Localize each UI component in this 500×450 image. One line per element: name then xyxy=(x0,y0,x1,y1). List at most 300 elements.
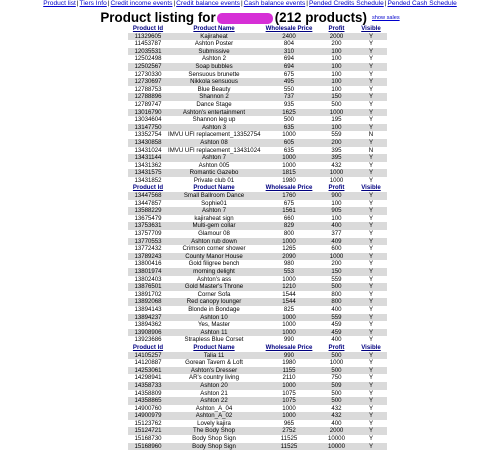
cell-product-id: 12788896 xyxy=(128,93,168,101)
cell-visible: Y xyxy=(355,101,387,109)
cell-wholesale-price: 990 xyxy=(260,336,318,344)
column-header-product-name[interactable]: Product Name xyxy=(193,25,235,32)
cell-visible: Y xyxy=(355,154,387,162)
cell-product-id: 14298941 xyxy=(128,374,168,382)
cell-visible: Y xyxy=(355,397,387,405)
cell-product-id: 13753631 xyxy=(128,222,168,230)
cell-profit: 500 xyxy=(318,283,355,291)
cell-wholesale-price: 990 xyxy=(260,352,318,360)
table-row xyxy=(128,33,387,41)
cell-visible: Y xyxy=(355,192,387,200)
cell-product-id: 13770553 xyxy=(128,238,168,246)
cell-product-name: Gorean Tavern & Loft xyxy=(168,359,260,367)
cell-visible: Y xyxy=(355,427,387,435)
table-row xyxy=(128,435,387,443)
table-row xyxy=(128,215,387,223)
nav-separator: | xyxy=(76,0,79,7)
cell-product-id: 13876501 xyxy=(128,283,168,291)
column-header-product-name[interactable]: Product Name xyxy=(193,343,235,351)
cell-profit: 800 xyxy=(318,298,355,306)
cell-product-id: 13431362 xyxy=(128,162,168,170)
title-product-count: (212 products) xyxy=(274,9,367,25)
table-row xyxy=(128,63,387,71)
table-row xyxy=(128,238,387,246)
column-header-profit[interactable]: Profit xyxy=(328,343,345,351)
cell-wholesale-price: 675 xyxy=(260,200,318,208)
column-header-profit[interactable]: Profit xyxy=(328,184,345,192)
cell-profit: 395 xyxy=(318,154,355,162)
cell-profit: 100 xyxy=(318,63,355,71)
cell-product-name: AR's country living xyxy=(168,374,260,382)
table-row xyxy=(128,306,387,314)
cell-wholesale-price: 829 xyxy=(260,222,318,230)
table-row xyxy=(128,131,387,139)
cell-profit: 459 xyxy=(318,329,355,337)
cell-profit: 559 xyxy=(318,131,355,139)
cell-visible: Y xyxy=(355,336,387,344)
cell-visible: Y xyxy=(355,283,387,291)
table-row xyxy=(128,412,387,420)
cell-visible: Y xyxy=(355,40,387,48)
column-header-product-id[interactable]: Product Id xyxy=(132,343,164,351)
cell-wholesale-price: 1544 xyxy=(260,291,318,299)
cell-product-name: Ashton 7 xyxy=(168,154,260,162)
cell-wholesale-price: 1000 xyxy=(260,329,318,337)
cell-visible: Y xyxy=(355,443,387,450)
column-header-wholesale-price[interactable]: Wholesale Price xyxy=(265,25,313,32)
cell-product-id: 13431852 xyxy=(128,177,168,185)
cell-profit: 600 xyxy=(318,245,355,253)
cell-product-name: Ashton 10 xyxy=(168,314,260,322)
cell-product-name: Ashton's ass xyxy=(168,276,260,284)
cell-profit: 905 xyxy=(318,207,355,215)
product-table-container xyxy=(128,25,387,450)
cell-product-id: 12730697 xyxy=(128,78,168,86)
cell-profit: 500 xyxy=(318,367,355,375)
cell-wholesale-price: 965 xyxy=(260,420,318,428)
cell-product-id: 13034604 xyxy=(128,116,168,124)
cell-product-name: Multi-gem collar xyxy=(168,222,260,230)
table-row xyxy=(128,283,387,291)
cell-visible: Y xyxy=(355,177,387,185)
redacted-seller-name xyxy=(217,13,273,24)
cell-visible: Y xyxy=(355,33,387,41)
cell-product-name: IMVU UFI replacement_13352754 xyxy=(168,131,261,139)
cell-wholesale-price: 1625 xyxy=(260,109,318,117)
cell-wholesale-price: 1000 xyxy=(260,405,318,413)
table-row xyxy=(128,192,387,200)
table-row xyxy=(128,222,387,230)
table-row xyxy=(128,109,387,117)
cell-profit: 100 xyxy=(318,48,355,56)
table-row xyxy=(128,374,387,382)
table-row xyxy=(128,78,387,86)
cell-wholesale-price: 935 xyxy=(260,101,318,109)
table-row xyxy=(128,207,387,215)
nav-link-tiers-info[interactable]: Tiers Info xyxy=(79,0,107,7)
table-row xyxy=(128,101,387,109)
cell-visible: Y xyxy=(355,298,387,306)
cell-product-name: Strapless Blue Corset xyxy=(168,336,260,344)
cell-wholesale-price: 635 xyxy=(260,147,318,155)
cell-wholesale-price: 694 xyxy=(260,63,318,71)
cell-product-name: Lovely kajira xyxy=(168,420,260,428)
nav-separator: | xyxy=(107,0,110,7)
cell-wholesale-price: 1000 xyxy=(260,162,318,170)
product-table xyxy=(128,25,387,450)
table-row xyxy=(128,116,387,124)
nav-link-product-list[interactable]: Product list xyxy=(43,0,76,7)
cell-wholesale-price: 2400 xyxy=(260,33,318,41)
cell-visible: Y xyxy=(355,207,387,215)
cell-visible: Y xyxy=(355,405,387,413)
column-header-product-id[interactable]: Product Id xyxy=(132,184,164,192)
table-row xyxy=(128,139,387,147)
cell-wholesale-price: 495 xyxy=(260,78,318,86)
cell-profit: 559 xyxy=(318,314,355,322)
table-row xyxy=(128,314,387,322)
cell-wholesale-price: 2090 xyxy=(260,253,318,261)
cell-profit: 1000 xyxy=(318,359,355,367)
cell-product-id: 13789243 xyxy=(128,253,168,261)
cell-visible: Y xyxy=(355,215,387,223)
cell-visible: Y xyxy=(355,412,387,420)
page-heading xyxy=(0,9,500,25)
cell-wholesale-price: 1210 xyxy=(260,283,318,291)
show-sales-link[interactable]: show sales xyxy=(371,14,400,21)
cell-profit: 500 xyxy=(318,397,355,405)
cell-product-id: 13908906 xyxy=(128,329,168,337)
cell-wholesale-price: 1000 xyxy=(260,131,318,139)
cell-product-name: Shannon leg up xyxy=(168,116,260,124)
cell-wholesale-price: 694 xyxy=(260,55,318,63)
column-header-wholesale-price[interactable]: Wholesale Price xyxy=(265,343,313,351)
table-row xyxy=(128,245,387,253)
table-row xyxy=(128,382,387,390)
cell-wholesale-price: 1980 xyxy=(260,177,318,185)
cell-product-name: Soap bubbles xyxy=(168,63,260,71)
cell-profit: 1000 xyxy=(318,109,355,117)
cell-wholesale-price: 1075 xyxy=(260,390,318,398)
cell-product-name: Ashton_A_02 xyxy=(168,412,260,420)
cell-wholesale-price: 553 xyxy=(260,268,318,276)
column-header-profit[interactable]: Profit xyxy=(328,25,345,32)
cell-visible: Y xyxy=(355,238,387,246)
cell-product-id: 15168730 xyxy=(128,435,168,443)
cell-visible: Y xyxy=(355,116,387,124)
cell-product-id: 13430858 xyxy=(128,139,168,147)
column-header-product-id[interactable]: Product Id xyxy=(132,25,164,32)
cell-wholesale-price: 11525 xyxy=(260,443,318,450)
cell-visible: Y xyxy=(355,420,387,428)
product-table-body xyxy=(128,25,387,450)
cell-product-id: 13894362 xyxy=(128,321,168,329)
cell-visible: Y xyxy=(355,245,387,253)
nav-link-credit-balance-events[interactable]: Credit balance events xyxy=(176,0,240,7)
cell-visible: Y xyxy=(355,329,387,337)
cell-product-id: 13675479 xyxy=(128,215,168,223)
cell-visible: Y xyxy=(355,291,387,299)
cell-product-name: Glamour 08 xyxy=(168,230,260,238)
cell-product-name: Dance Stage xyxy=(168,101,260,109)
cell-profit: 432 xyxy=(318,162,355,170)
cell-product-id: 11329605 xyxy=(128,33,168,41)
cell-product-id: 13891702 xyxy=(128,291,168,299)
cell-profit: 400 xyxy=(318,222,355,230)
cell-profit: 1000 xyxy=(318,169,355,177)
cell-product-name: Body Shop Sign xyxy=(168,435,260,443)
cell-profit: 100 xyxy=(318,55,355,63)
cell-product-id: 13772432 xyxy=(128,245,168,253)
cell-product-name: Ashton rub down xyxy=(168,238,260,246)
cell-profit: 459 xyxy=(318,321,355,329)
cell-product-name: Ashton 2 xyxy=(168,55,260,63)
cell-wholesale-price: 825 xyxy=(260,306,318,314)
cell-visible: Y xyxy=(355,109,387,117)
cell-wholesale-price: 1561 xyxy=(260,207,318,215)
cell-product-id: 14105257 xyxy=(128,352,168,360)
table-row xyxy=(128,154,387,162)
cell-profit: 10000 xyxy=(318,435,355,443)
cell-product-name: Sophie01 xyxy=(168,200,260,208)
cell-product-id: 13447568 xyxy=(128,192,168,200)
cell-product-name: Sensuous brunette xyxy=(168,71,260,79)
cell-wholesale-price: 1000 xyxy=(260,314,318,322)
table-row xyxy=(128,390,387,398)
cell-visible: Y xyxy=(355,367,387,375)
cell-product-name: Ashton_A_04 xyxy=(168,405,260,413)
cell-profit: 500 xyxy=(318,352,355,360)
cell-profit: 150 xyxy=(318,268,355,276)
cell-product-name: Ashton 22 xyxy=(168,397,260,405)
cell-product-id: 12788753 xyxy=(128,86,168,94)
cell-product-id: 13447857 xyxy=(128,200,168,208)
cell-product-name: Blue Beauty xyxy=(168,86,260,94)
cell-product-id: 13757709 xyxy=(128,230,168,238)
cell-product-name: Romantic Gazebo xyxy=(168,169,260,177)
table-row xyxy=(128,405,387,413)
cell-profit: 400 xyxy=(318,306,355,314)
cell-product-id: 13892068 xyxy=(128,298,168,306)
cell-product-name: Ashton Poster xyxy=(168,40,260,48)
cell-product-id: 13894237 xyxy=(128,314,168,322)
cell-wholesale-price: 11525 xyxy=(260,435,318,443)
cell-product-id: 13800416 xyxy=(128,260,168,268)
cell-product-id: 14358865 xyxy=(128,397,168,405)
cell-visible: Y xyxy=(355,268,387,276)
nav-link-pended-cash-schedule[interactable]: Pended Cash Schedule xyxy=(387,0,457,7)
table-header-row xyxy=(128,184,387,192)
nav-separator: | xyxy=(384,0,387,7)
cell-profit: 100 xyxy=(318,215,355,223)
cell-product-id: 12502498 xyxy=(128,55,168,63)
cell-product-name: Submissive xyxy=(168,48,260,56)
cell-product-name: Ashton 08 xyxy=(168,139,260,147)
cell-wholesale-price: 675 xyxy=(260,71,318,79)
table-header-row xyxy=(128,344,387,352)
cell-profit: 432 xyxy=(318,412,355,420)
cell-product-id: 14358733 xyxy=(128,382,168,390)
cell-product-id: 13588229 xyxy=(128,207,168,215)
cell-profit: 200 xyxy=(318,139,355,147)
cell-product-id: 15123762 xyxy=(128,420,168,428)
cell-product-id: 12502567 xyxy=(128,63,168,71)
cell-product-name: Red canopy lounger xyxy=(168,298,260,306)
cell-profit: 395 xyxy=(318,147,355,155)
cell-product-id: 13923686 xyxy=(128,336,168,344)
cell-product-name: Yes, Master xyxy=(168,321,260,329)
table-row xyxy=(128,86,387,94)
cell-product-name: morning delight xyxy=(168,268,260,276)
cell-profit: 500 xyxy=(318,101,355,109)
cell-visible: Y xyxy=(355,124,387,132)
table-row xyxy=(128,55,387,63)
cell-profit: 100 xyxy=(318,71,355,79)
cell-wholesale-price: 980 xyxy=(260,260,318,268)
column-header-visible[interactable]: Visible xyxy=(361,25,381,32)
cell-product-id: 13801974 xyxy=(128,268,168,276)
cell-visible: Y xyxy=(355,260,387,268)
cell-visible: Y xyxy=(355,359,387,367)
cell-product-name: Ashton 005 xyxy=(168,162,260,170)
table-row xyxy=(128,253,387,261)
title-prefix: Product listing for xyxy=(100,9,216,25)
cell-profit: 409 xyxy=(318,238,355,246)
column-header-visible[interactable]: Visible xyxy=(361,343,381,351)
cell-profit: 400 xyxy=(318,420,355,428)
cell-visible: Y xyxy=(355,390,387,398)
cell-wholesale-price: 1000 xyxy=(260,154,318,162)
cell-product-name: Talia 11 xyxy=(168,352,260,360)
cell-wholesale-price: 1000 xyxy=(260,412,318,420)
cell-visible: Y xyxy=(355,139,387,147)
cell-wholesale-price: 1544 xyxy=(260,298,318,306)
cell-visible: Y xyxy=(355,253,387,261)
cell-visible: Y xyxy=(355,78,387,86)
cell-product-id: 14120887 xyxy=(128,359,168,367)
table-row xyxy=(128,291,387,299)
cell-visible: Y xyxy=(355,55,387,63)
page-title xyxy=(100,10,367,25)
cell-product-name: Shannon 2 xyxy=(168,93,260,101)
table-row xyxy=(128,40,387,48)
cell-profit: 500 xyxy=(318,390,355,398)
cell-profit: 559 xyxy=(318,276,355,284)
cell-product-id: 13431024 xyxy=(128,147,168,155)
cell-profit: 100 xyxy=(318,124,355,132)
cell-profit: 100 xyxy=(318,78,355,86)
cell-wholesale-price: 800 xyxy=(260,230,318,238)
cell-product-name: Corner Sofa xyxy=(168,291,260,299)
cell-wholesale-price: 550 xyxy=(260,86,318,94)
cell-product-name: The Body Shop xyxy=(168,427,260,435)
table-row xyxy=(128,162,387,170)
cell-wholesale-price: 804 xyxy=(260,40,318,48)
table-row xyxy=(128,48,387,56)
cell-profit: 1000 xyxy=(318,177,355,185)
cell-wholesale-price: 2110 xyxy=(260,374,318,382)
table-row xyxy=(128,420,387,428)
cell-visible: Y xyxy=(355,435,387,443)
cell-visible: Y xyxy=(355,200,387,208)
nav-link-cash-balance-events[interactable]: Cash balance events xyxy=(243,0,306,7)
cell-visible: Y xyxy=(355,169,387,177)
cell-wholesale-price: 737 xyxy=(260,93,318,101)
cell-product-id: 11453787 xyxy=(128,40,168,48)
cell-profit: 900 xyxy=(318,192,355,200)
cell-profit: 2000 xyxy=(318,33,355,41)
cell-product-id: 13802403 xyxy=(128,276,168,284)
table-row xyxy=(128,397,387,405)
table-row xyxy=(128,177,387,185)
cell-product-name: Gold Master's Throne xyxy=(168,283,260,291)
cell-profit: 800 xyxy=(318,291,355,299)
cell-product-id: 12730330 xyxy=(128,71,168,79)
nav-separator: | xyxy=(306,0,308,7)
nav-link-credit-income-events[interactable]: Credit income events xyxy=(110,0,173,7)
cell-product-id: 13431144 xyxy=(128,154,168,162)
cell-wholesale-price: 310 xyxy=(260,48,318,56)
table-row xyxy=(128,329,387,337)
cell-visible: Y xyxy=(355,352,387,360)
column-header-wholesale-price[interactable]: Wholesale Price xyxy=(265,184,313,192)
cell-profit: 100 xyxy=(318,86,355,94)
cell-product-name: Body Shop Sign xyxy=(168,443,260,450)
cell-profit: 150 xyxy=(318,93,355,101)
cell-profit: 200 xyxy=(318,40,355,48)
cell-profit: 750 xyxy=(318,374,355,382)
cell-profit: 400 xyxy=(318,336,355,344)
table-row xyxy=(128,169,387,177)
cell-visible: N xyxy=(355,147,387,155)
cell-wholesale-price: 1760 xyxy=(260,192,318,200)
cell-wholesale-price: 1000 xyxy=(260,382,318,390)
cell-profit: 509 xyxy=(318,382,355,390)
cell-visible: Y xyxy=(355,63,387,71)
cell-wholesale-price: 660 xyxy=(260,215,318,223)
cell-visible: Y xyxy=(355,48,387,56)
table-row xyxy=(128,200,387,208)
cell-profit: 2000 xyxy=(318,427,355,435)
table-row xyxy=(128,260,387,268)
cell-profit: 100 xyxy=(318,200,355,208)
table-header-row xyxy=(128,25,387,33)
cell-product-id: 13894143 xyxy=(128,306,168,314)
column-header-visible[interactable]: Visible xyxy=(361,184,381,192)
column-header-product-name[interactable]: Product Name xyxy=(193,184,235,192)
cell-wholesale-price: 1000 xyxy=(260,276,318,284)
cell-visible: Y xyxy=(355,71,387,79)
cell-profit: 195 xyxy=(318,116,355,124)
cell-wholesale-price: 2752 xyxy=(260,427,318,435)
cell-profit: 1000 xyxy=(318,253,355,261)
nav-separator: | xyxy=(240,0,243,7)
table-row xyxy=(128,268,387,276)
nav-link-pended-credits-schedule[interactable]: Pended Credits Schedule xyxy=(308,0,384,7)
cell-product-name: Crimson corner shower xyxy=(168,245,260,253)
cell-visible: N xyxy=(355,131,387,139)
table-row xyxy=(128,93,387,101)
cell-product-name: Nikkola sensuous xyxy=(168,78,260,86)
table-row xyxy=(128,321,387,329)
cell-profit: 432 xyxy=(318,405,355,413)
cell-visible: Y xyxy=(355,86,387,94)
top-nav xyxy=(0,0,500,8)
cell-product-id: 15124721 xyxy=(128,427,168,435)
cell-visible: Y xyxy=(355,306,387,314)
table-row xyxy=(128,298,387,306)
table-row xyxy=(128,367,387,375)
